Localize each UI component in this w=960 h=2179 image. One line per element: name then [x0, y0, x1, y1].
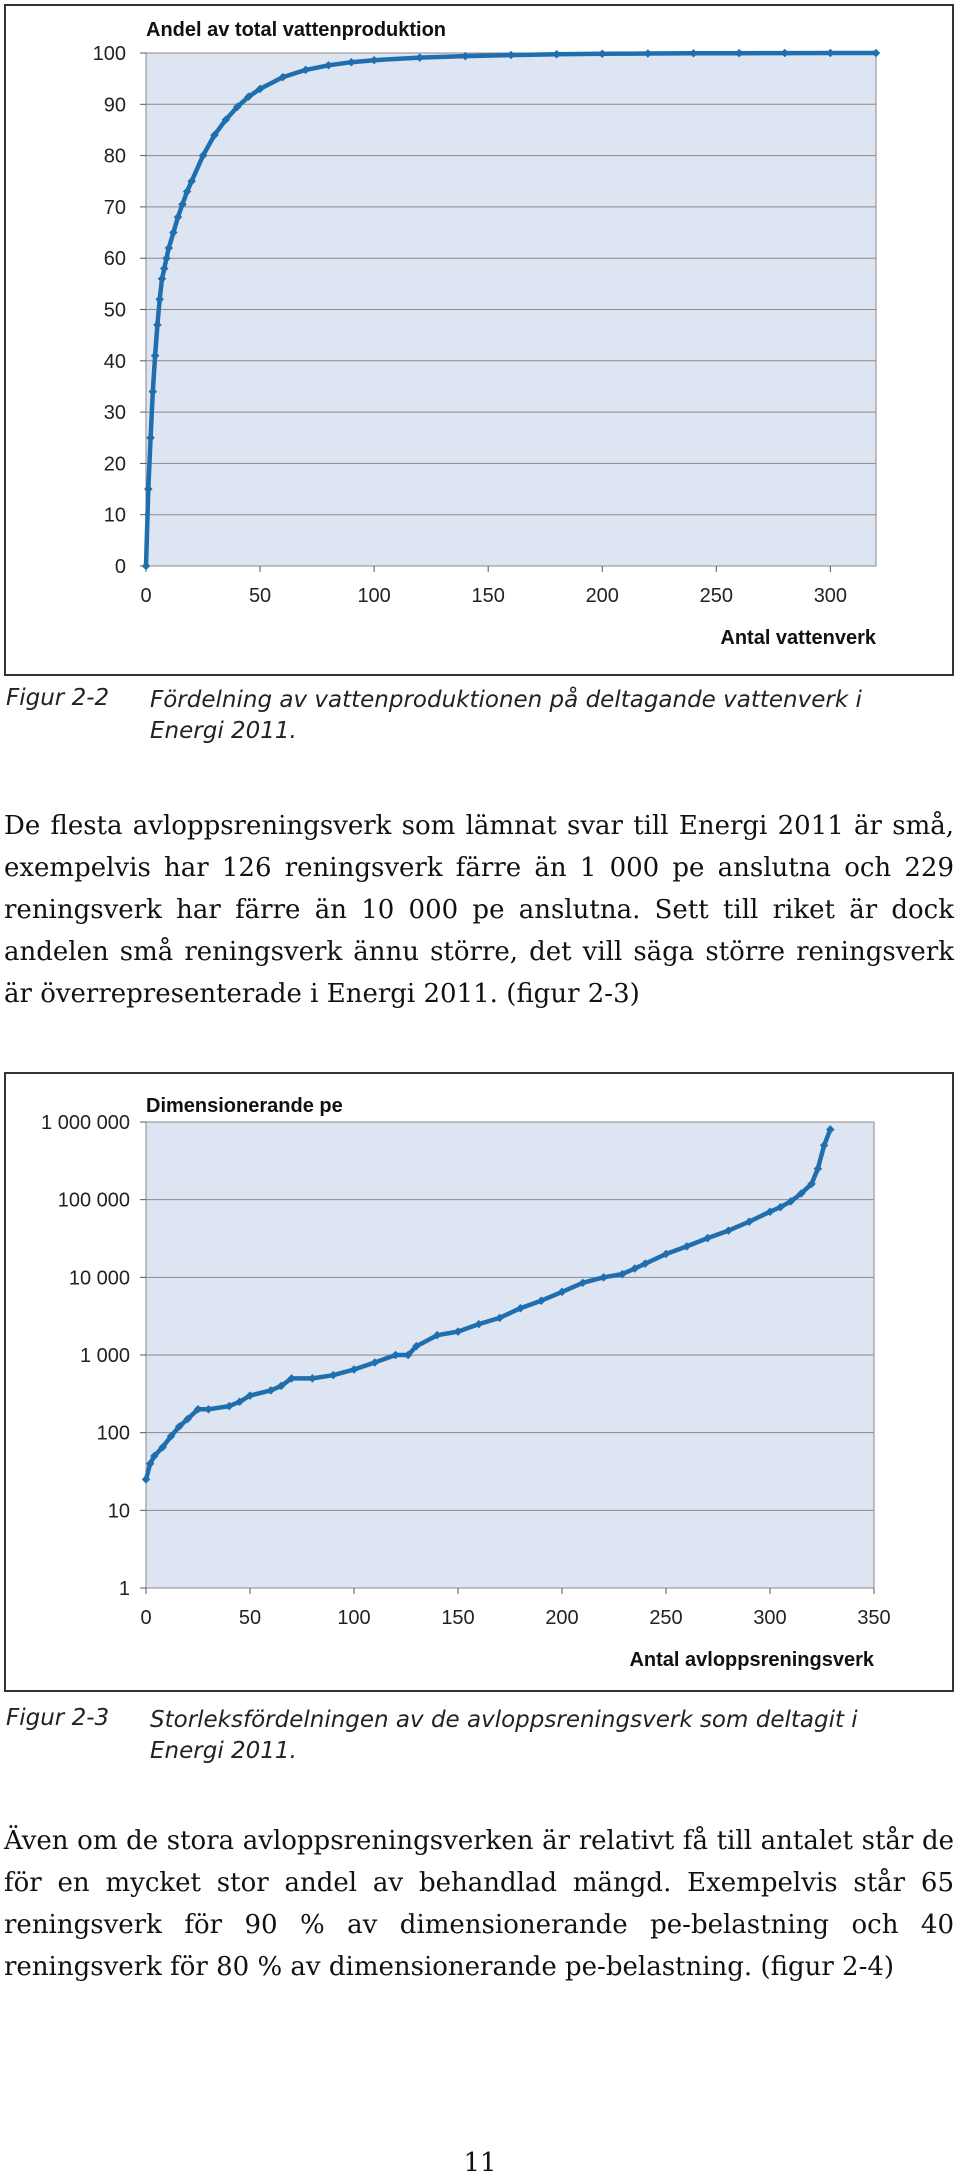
- x-tick-label: 200: [545, 1607, 579, 1629]
- figure-caption: Fördelning av vattenproduktionen på deltagande vattenverk i Energi 2011.: [150, 687, 862, 744]
- y-tick-label: 20: [103, 453, 126, 476]
- body-paragraph: De flesta avloppsreningsverk som lämnat svar till Energi 2011 är små, exempelvis har 126 reningsverk färre än 1 000 pe anslutna och 229 reningsverk har färre än 10 000 pe anslutna. Sett till riket är dock andelen små reningsverk ännu större, det vill säga större reningsverk är överrepresenterade i Energi 2011. (figur 2-3): [4, 811, 954, 1009]
- water-production-chart: [6, 6, 952, 674]
- figure-2-2-chart: [4, 4, 954, 676]
- y-tick-label: 80: [103, 145, 126, 168]
- figure-2-3-chart: [4, 1072, 954, 1692]
- body-paragraph: Även om de stora avloppsreningsverken är relativt få till antalet står de för en mycket stor andel av behandlad mängd. Exempelvis står 65 reningsverk för 90 % av dimensionerande pe-belastning och 40 reningsverk för 80 % av dimensionerande pe-belastning. (figur 2-4): [4, 1826, 954, 1982]
- y-tick-label: 50: [103, 299, 126, 322]
- chart-title: Andel av total vattenproduktion: [146, 19, 447, 41]
- x-tick-label: 0: [140, 1607, 152, 1629]
- x-tick-label: 250: [649, 1607, 683, 1629]
- x-tick-label: 100: [357, 585, 391, 607]
- x-tick-label: 150: [441, 1607, 475, 1629]
- y-tick-label: 1 000 000: [41, 1112, 130, 1134]
- y-tick-label: 10: [107, 1500, 130, 1523]
- x-axis-label: Antal vattenverk: [720, 627, 876, 649]
- y-tick-label: 10: [103, 504, 126, 527]
- x-tick-label: 250: [699, 585, 733, 607]
- treatment-plant-size-chart: [6, 1074, 952, 1690]
- x-tick-label: 300: [753, 1607, 787, 1629]
- x-tick-label: 0: [140, 585, 152, 607]
- chart-title: Dimensionerande pe: [146, 1095, 343, 1117]
- y-tick-label: 100: [92, 43, 126, 65]
- figure-label: Figur 2-2: [6, 685, 110, 711]
- y-tick-label: 30: [103, 402, 126, 425]
- figure-label: Figur 2-3: [6, 1705, 110, 1731]
- page-number: 11: [463, 2148, 497, 2178]
- figure-caption: Storleksfördelningen av de avloppsreningsverk som deltagit i Energi 2011.: [150, 1707, 858, 1764]
- x-tick-label: 200: [585, 585, 619, 607]
- x-tick-label: 100: [337, 1607, 371, 1629]
- y-tick-label: 1: [118, 1578, 130, 1600]
- x-tick-label: 300: [813, 585, 848, 607]
- y-tick-label: 100: [96, 1422, 130, 1445]
- x-tick-label: 50: [248, 585, 272, 607]
- x-axis-label: Antal avloppsreningsverk: [629, 1649, 874, 1671]
- x-tick-label: 50: [238, 1607, 262, 1629]
- y-tick-label: 90: [103, 94, 126, 117]
- y-tick-label: 40: [103, 350, 126, 373]
- y-tick-label: 70: [103, 196, 126, 219]
- y-tick-label: 100 000: [57, 1189, 130, 1212]
- y-tick-label: 60: [103, 248, 126, 271]
- x-tick-label: 350: [857, 1607, 891, 1629]
- y-tick-label: 10 000: [68, 1267, 130, 1290]
- y-tick-label: 1 000: [79, 1345, 130, 1367]
- x-tick-label: 150: [471, 585, 505, 607]
- y-tick-label: 0: [114, 556, 126, 578]
